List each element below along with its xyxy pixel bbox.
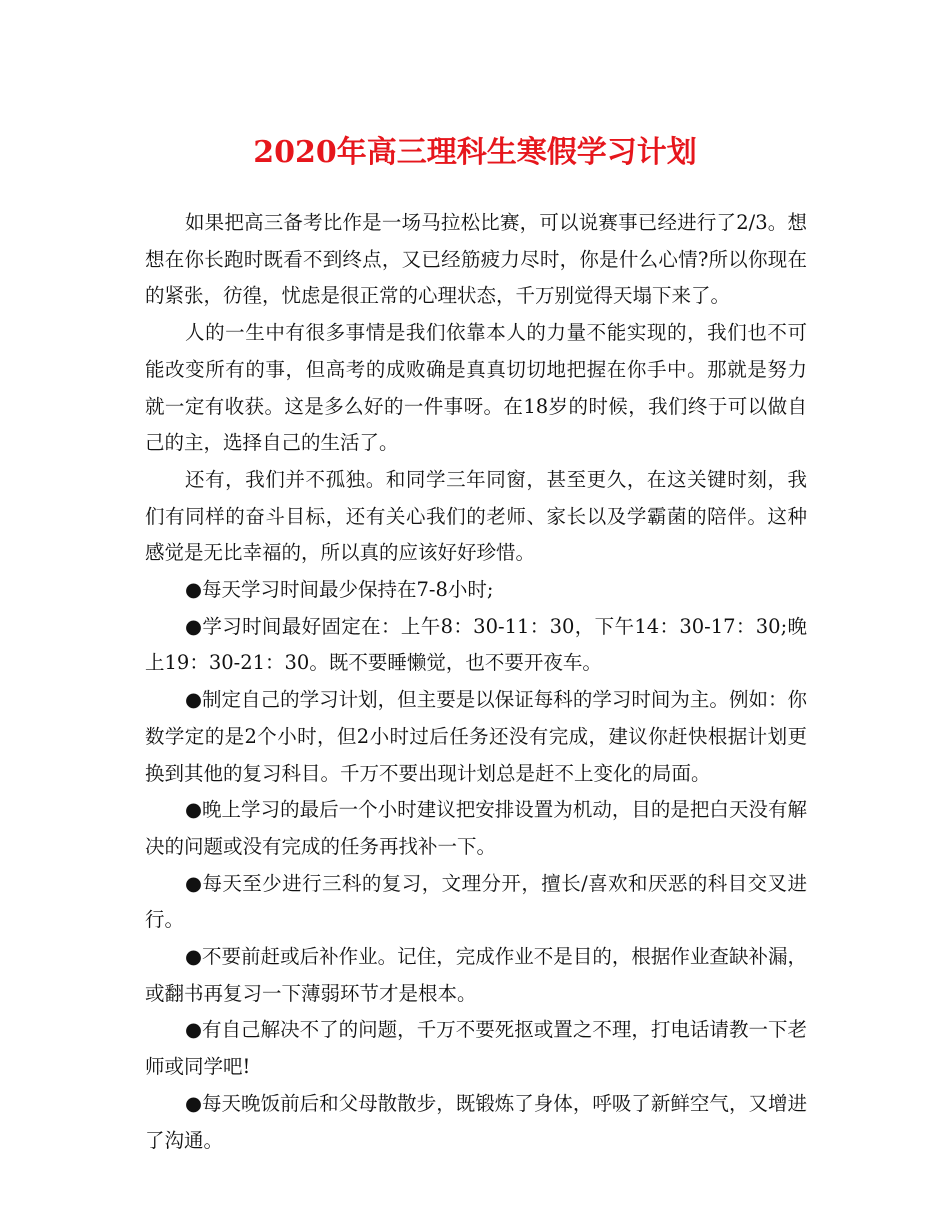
paragraph-not-alone: 还有，我们并不孤独。和同学三年同窗，甚至更久，在这关键时刻，我们有同样的奋斗目标，还有关心我们的老师、家长以及学霸菌的陪伴。这种感觉是无比幸福的，所以真的应该好好珍惜。 bbox=[145, 467, 807, 565]
bullet-evening-flex: ●晚上学习的最后一个小时建议把安排设置为机动，目的是把白天没有解决的问题或没有完成的任务再找补一下。 bbox=[145, 798, 807, 858]
bullet-three-subjects: ●每天至少进行三科的复习，文理分开，擅长/喜欢和厌恶的科目交叉进行。 bbox=[145, 871, 807, 932]
bullet-ask-teachers: ●有自己解决不了的问题，千万不要死抠或置之不理，打电话请教一下老师或同学吧! bbox=[145, 1018, 807, 1079]
bullet-study-plan: ●制定自己的学习计划，但主要是以保证每科的学习时间为主。例如：你数学定的是2个小时，但2小时过后任务还没有完成，建议你赶快根据计划更换到其他的复习科目。千万不要出现计划总是赶不上变化的局面。 bbox=[145, 688, 807, 785]
document-title: 2020年高三理科生寒假学习计划 bbox=[253, 135, 697, 170]
paragraph-intro: 如果把高三备考比作是一场马拉松比赛，可以说赛事已经进行了2/3。想想在你长跑时既看不到终点，又已经筋疲力尽时，你是什么心情?所以你现在的紧张，彷徨，忧虑是很正常的心理状态，千万别觉得天塌下来了。 bbox=[145, 211, 807, 308]
paragraph-life: 人的一生中有很多事情是我们依靠本人的力量不能实现的，我们也不可能改变所有的事，但高考的成败确是真真切切地把握在你手中。那就是努力就一定有收获。这是多么好的一件事呀。在18岁的时候，我们终于可以做自己的主，选择自己的生活了。 bbox=[145, 321, 807, 455]
bullet-fixed-schedule: ●学习时间最好固定在：上午8：30-11：30，下午14：30-17：30;晚上19：30-21：30。既不要睡懒觉，也不要开夜车。 bbox=[145, 614, 807, 675]
document-body bbox=[145, 205, 807, 1159]
bullet-walk-with-parents: ●每天晚饭前后和父母散散步，既锻炼了身体，呼吸了新鲜空气，又增进了沟通。 bbox=[145, 1091, 807, 1152]
bullet-homework: ●不要前赶或后补作业。记住，完成作业不是目的，根据作业查缺补漏，或翻书再复习一下薄弱环节才是根本。 bbox=[145, 945, 807, 1005]
bullet-study-hours: ●每天学习时间最少保持在7-8小时; bbox=[185, 578, 494, 602]
